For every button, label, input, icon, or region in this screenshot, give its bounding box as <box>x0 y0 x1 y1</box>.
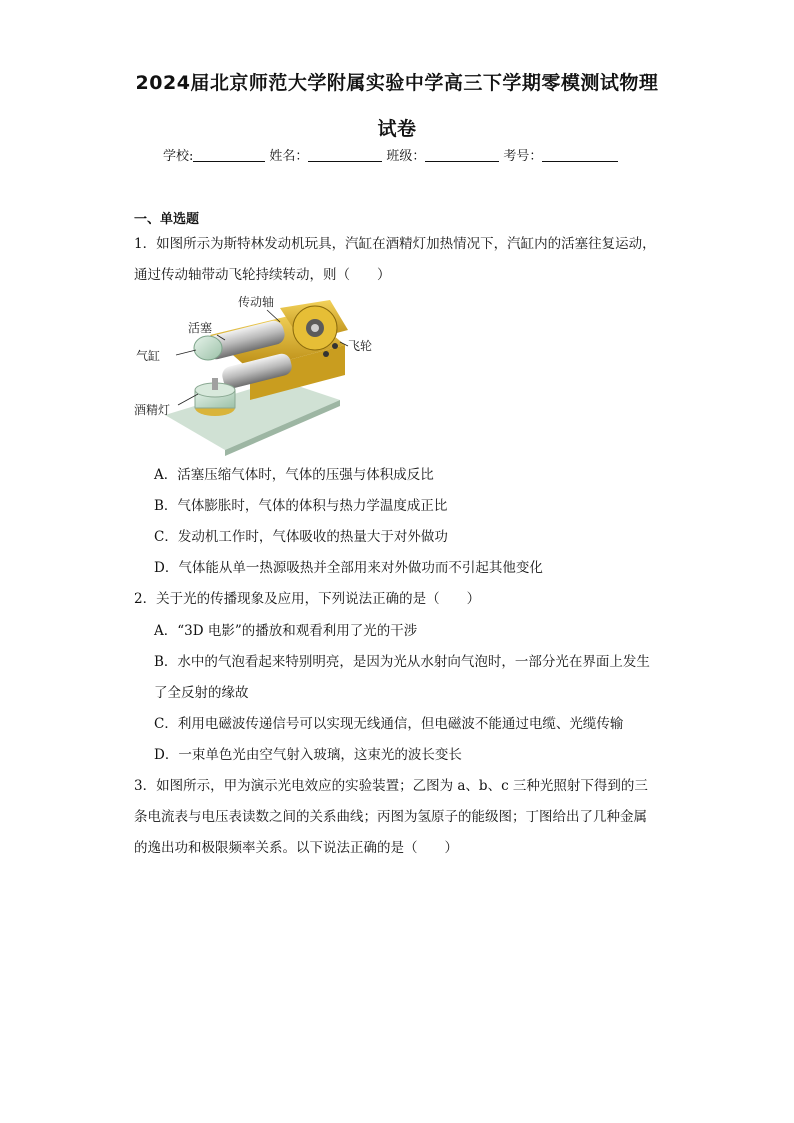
name-label: 姓名： <box>269 149 309 164</box>
q2-option-c[interactable]: C．利用电磁波传递信号可以实现无线通信，但电磁波不能通过电缆、光缆传输 <box>154 716 624 732</box>
q3-stem-line2: 条电流表与电压表读数之间的关系曲线；丙图为氢原子的能级图；丁图给出了几种金属 <box>134 809 647 825</box>
q1-option-a[interactable]: A．活塞压缩气体时，气体的压强与体积成反比 <box>154 467 434 483</box>
school-label: 学校: <box>163 149 194 164</box>
label-flywheel: 飞轮 <box>348 339 373 353</box>
q1-option-c[interactable]: C．发动机工作时，气体吸收的热量大于对外做功 <box>154 529 448 545</box>
student-info-row <box>163 145 622 164</box>
q1-option-d[interactable]: D．气体能从单一热源吸热并全部用来对外做功而不引起其他变化 <box>154 560 543 576</box>
q1-stem-line2: 通过传动轴带动飞轮持续转动，则（ ） <box>134 267 391 283</box>
q2-option-d[interactable]: D．一束单色光由空气射入玻璃，这束光的波长变长 <box>154 747 462 763</box>
exam-title-line1: 2024届北京师范大学附属实验中学高三下学期零模测试物理 <box>135 72 659 94</box>
label-piston: 活塞 <box>188 321 213 335</box>
q1-option-b[interactable]: B．气体膨胀时，气体的体积与热力学温度成正比 <box>154 498 448 514</box>
class-label: 班级： <box>386 149 426 164</box>
school-blank[interactable] <box>193 148 265 162</box>
q2-option-b-line1[interactable]: B．水中的气泡看起来特别明亮，是因为光从水射向气泡时，一部分光在界面上发生 <box>154 654 650 670</box>
q2-stem: 2．关于光的传播现象及应用，下列说法正确的是（ ） <box>134 591 481 607</box>
number-blank[interactable] <box>542 148 618 162</box>
q2-option-a[interactable]: A．“3D 电影”的播放和观看利用了光的干涉 <box>154 623 418 639</box>
q3-stem-line1: 3．如图所示，甲为演示光电效应的实验装置；乙图为 a、b、c 三种光照射下得到的三 <box>134 778 648 794</box>
number-label: 考号： <box>503 149 543 164</box>
section-heading: 一、单选题 <box>134 212 200 227</box>
label-transmission-shaft: 传动轴 <box>238 295 275 309</box>
label-cylinder: 气缸 <box>136 349 161 363</box>
stirling-engine-figure <box>130 290 390 460</box>
label-alcohol-lamp: 酒精灯 <box>134 403 171 417</box>
q3-stem-line3: 的逸出功和极限频率关系。以下说法正确的是（ ） <box>134 840 458 856</box>
stirling-engine-illustration <box>130 290 390 460</box>
name-blank[interactable] <box>308 148 382 162</box>
class-blank[interactable] <box>425 148 499 162</box>
q2-option-b-line2[interactable]: 了全反射的缘故 <box>154 685 249 701</box>
exam-title-line2: 试卷 <box>377 118 417 140</box>
q1-stem-line1: 1．如图所示为斯特林发动机玩具，汽缸在酒精灯加热情况下，汽缸内的活塞往复运动， <box>134 236 656 252</box>
